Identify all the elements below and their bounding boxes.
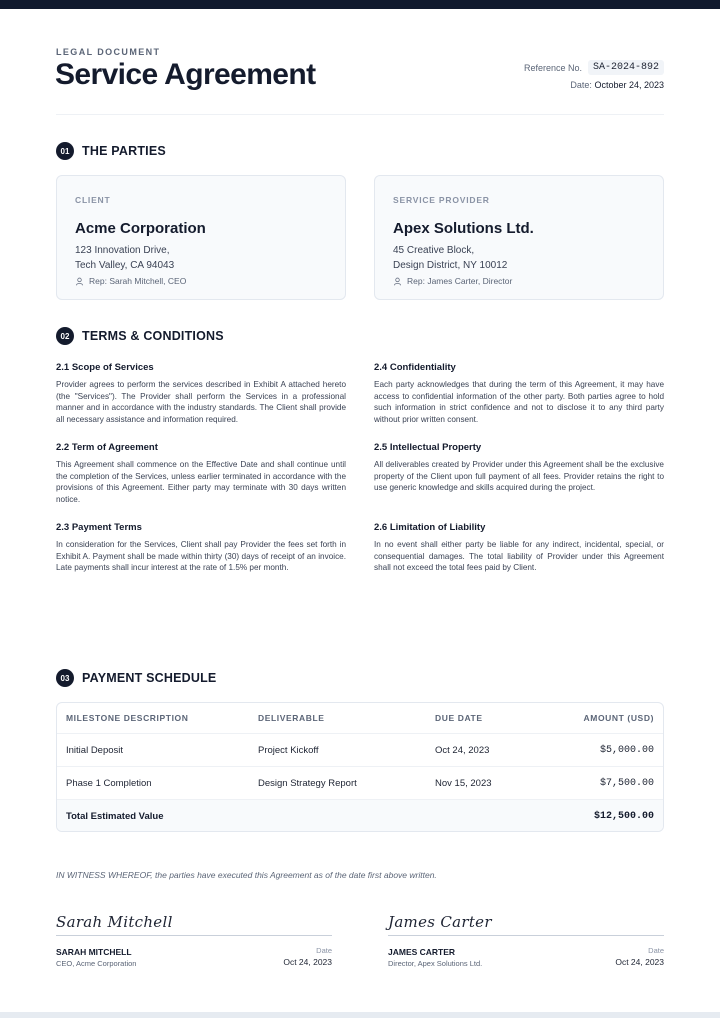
term-clause [56,522,346,574]
date-label: Date: [570,80,592,90]
bottom-accent-bar [0,1012,720,1018]
amount-cell: $7,500.00 [599,777,654,789]
milestone-cell: Initial Deposit [66,744,124,756]
term-clause [374,362,664,426]
signature-block-provider [388,905,664,972]
document-date [570,80,664,90]
signature-meta [388,936,664,972]
user-icon [393,277,402,286]
party-address [393,243,645,273]
user-icon [75,277,84,286]
signature-meta [56,936,332,972]
term-clause [374,522,664,574]
section-title: THE PARTIES [82,144,166,158]
clause-heading: 2.4 Confidentiality [374,362,456,373]
party-rep [75,276,327,286]
total-label: Total Estimated Value [66,810,164,822]
reference-row [524,60,664,75]
party-name: Apex Solutions Ltd. [393,220,534,237]
address-line: 45 Creative Block, [393,245,475,256]
milestone-cell: Phase 1 Completion [66,777,152,789]
clause-heading: 2.2 Term of Agreement [56,442,158,453]
due-date-cell: Oct 24, 2023 [435,744,490,756]
reference-value: SA-2024-892 [588,60,664,75]
section-number: 02 [56,327,74,345]
term-clause [374,442,664,494]
column-header: MILESTONE DESCRIPTION [66,713,189,723]
signature-date-label: Date [316,946,332,955]
section-title: TERMS & CONDITIONS [82,329,224,343]
clause-body: In consideration for the Services, Client shall pay Provider the fees set forth in Exhibit A. Payment shall be made within thirty (30) days of receipt of an invoice. Late payments shall incur interest at the rate of 1.5% per month. [56,540,346,573]
party-address [75,243,327,273]
column-header: AMOUNT (USD) [583,713,654,723]
deliverable-cell: Project Kickoff [258,744,319,756]
clause-body: All deliverables created by Provider under this Agreement shall be the exclusive property of the Client upon full payment of all fees. Provider retains the right to use generic knowledge and skills acquired during the project. [374,460,664,493]
term-clause [56,362,346,426]
total-value: $12,500.00 [593,810,654,822]
document-eyebrow: LEGAL DOCUMENT [56,47,161,57]
clause-body: In no event shall either party be liable for any indirect, incidental, special, or consequential damages. The total liability of Provider under this Agreement shall not exceed the total fees paid by Client. [374,540,664,573]
clause-heading: 2.3 Payment Terms [56,522,142,533]
section-number: 01 [56,142,74,160]
table-total-row [57,800,663,832]
clause-body: Provider agrees to perform the services described in Exhibit A attached hereto (the "Services"). The Provider shall perform the Services in a professional manner and in accordance with the industry standards. The Client shall provide all necessary assistance and information required. [56,380,346,425]
party-role: SERVICE PROVIDER [393,195,490,205]
top-accent-bar [0,0,720,9]
column-header: DUE DATE [435,713,483,723]
payment-schedule-table [56,702,664,832]
table-header-row [57,703,663,734]
address-line: 123 Innovation Drive, [75,245,170,256]
page-title: Service Agreement [55,58,316,91]
signer-title: Director, Apex Solutions Ltd. [388,959,483,968]
client-card [56,175,346,300]
signature: Sarah Mitchell [56,913,173,931]
address-line: Tech Valley, CA 94043 [75,260,175,271]
address-line: Design District, NY 10012 [393,260,508,271]
section-number: 03 [56,669,74,687]
deliverable-cell: Design Strategy Report [258,777,357,789]
signature-block-client [56,905,332,972]
clause-heading: 2.6 Limitation of Liability [374,522,486,533]
reference-label: Reference No. [523,62,582,73]
section-title: PAYMENT SCHEDULE [82,671,217,685]
rep-text: Rep: James Carter, Director [407,276,513,286]
section-header-payment [56,669,216,687]
due-date-cell: Nov 15, 2023 [435,777,492,789]
clause-body: Each party acknowledges that during the term of this Agreement, it may have access to confidential information of the other party. Both parties agree to hold such information in strict confidence and not to disclose it to any third party without prior written consent. [374,380,664,425]
table-row [57,767,663,800]
party-rep [393,276,645,286]
date-value: October 24, 2023 [594,80,664,90]
section-header-parties [56,142,166,160]
header-divider [56,114,664,115]
table-row [57,734,663,767]
column-header: DELIVERABLE [258,713,325,723]
amount-cell: $5,000.00 [599,744,654,756]
signature-date-label: Date [648,946,664,955]
signature: James Carter [388,913,492,931]
signature-date-value: Oct 24, 2023 [283,957,332,967]
clause-heading: 2.1 Scope of Services [56,362,154,373]
witness-statement: IN WITNESS WHEREOF, the parties have executed this Agreement as of the date first above written. [56,870,437,880]
party-role: CLIENT [75,195,111,205]
signer-name: SARAH MITCHELL [56,947,132,957]
signer-title: CEO, Acme Corporation [56,959,137,968]
party-name: Acme Corporation [75,220,206,237]
term-clause [56,442,346,506]
signature-date-value: Oct 24, 2023 [615,957,664,967]
clause-heading: 2.5 Intellectual Property [374,442,482,453]
clause-body: This Agreement shall commence on the Effective Date and shall continue until the completion of the Services, unless earlier terminated in accordance with the provisions of this Agreement. Either party may terminate with 30 days written notice. [56,460,346,505]
signer-name: JAMES CARTER [388,947,456,957]
rep-text: Rep: Sarah Mitchell, CEO [89,276,187,286]
section-header-terms [56,327,224,345]
provider-card [374,175,664,300]
